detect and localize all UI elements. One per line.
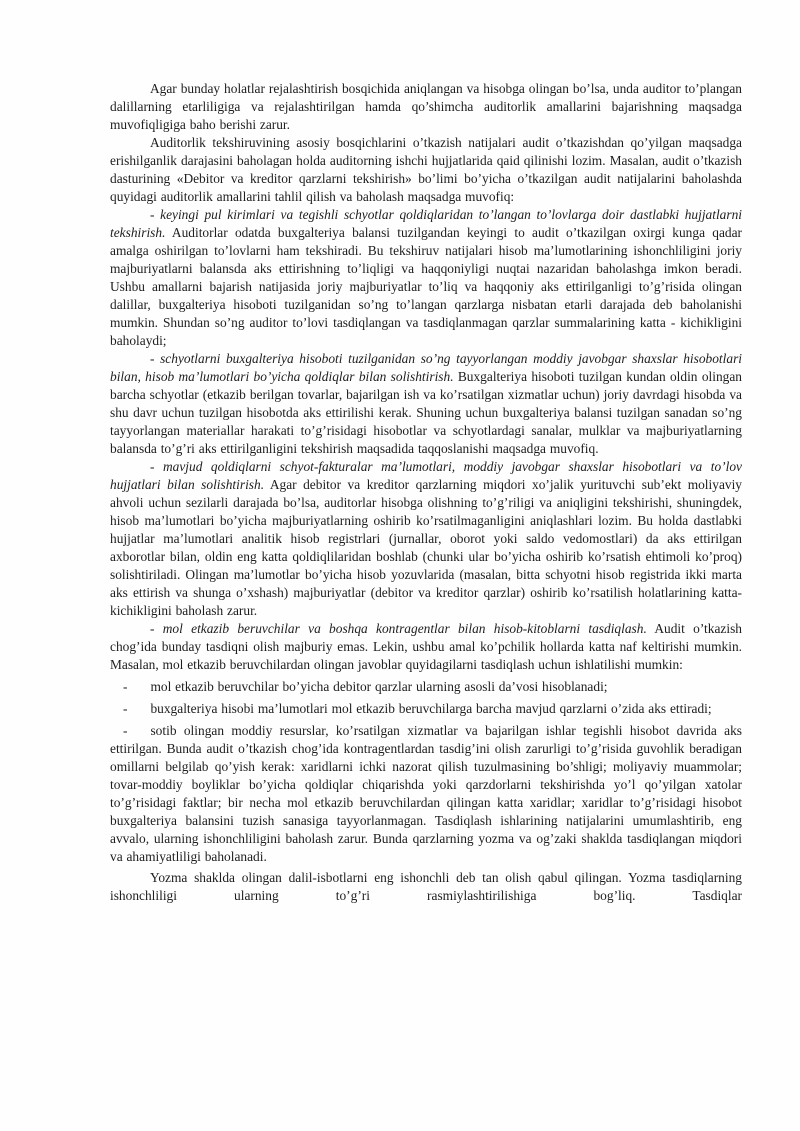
paragraph-text: Agar bunday holatlar rejalashtirish bosqichida aniqlangan va hisobga olingan bo’lsa, unda auditor to’plangan dalillarning etarliligiga va rejalashtirilgan hamda qo’shimcha auditorlik amallarini bajarishning maqsadga muvofiqligiga baho berishi zarur.	[110, 81, 742, 132]
paragraph-text: Yozma shaklda olingan dalil-isbotlarni eng ishonchli deb tan olish qabul qilingan. Yozma tasdiqlarning ishonchliligi ularning to’g’ri rasmiylashtirilishiga bog’liq. Tasdiqlar	[110, 870, 742, 903]
bullet-item	[110, 722, 742, 866]
paragraph	[110, 869, 742, 905]
paragraph-text: sotib olingan moddiy resurslar, ko’rsatilgan xizmatlar va bajarilgan ishlar tegishli hisobot davrida aks ettirilgan. Bunda audit o’tkazish chog’ida kontragentlardan tasdig’ini olish zarurligi to’g’risida guvohlik beradigan omillarni belgilab qo’yish kerak: xaridlarni ichki nazorat qilish tuzulmasining bo’shligi; moliyaviy muammolar; tovar-moddiy boyliklar bo’yicha qoldiqlar chiqarishda yoki qarzdorlarni tekshirishda yo’l qo’yilgan xatolar to’g’risidagi faktlar; bir necha mol etkazib beruvchilardan qilingan katta xaridlar; xaridlar to’g’risidagi hisobot buxgalteriya balansini tuzish sanasiga tayyorlanmagan. Tasdiqlash ishlarining natijalarini umumlashtirib, eng avvalo, ularning ishonchliligini baholash zarur. Bunda qarzlarning yozma va og’zaki shaklda tasdiqlangan miqdori va ahamiyatliligi baholanadi.	[110, 723, 742, 864]
paragraph-text: Auditorlik tekshiruvining asosiy bosqichlarini o’tkazish natijalari audit o’tkazishdan qo’yilgan maqsadga erishilganlik darajasini baholagan holda auditorning ishchi hujjatlarida qaid qilinishi lozim. Masalan, audit o’tkazish dasturining «Debitor va kreditor qarzlarni tekshirish» bo’limi bo’yicha o’tkazilgan audit natijalarini baholashda quyidagi auditorlik amallarini tahlil qilish va baholash maqsadga muvofiq:	[110, 135, 742, 204]
paragraph-text: Buxgalteriya hisoboti tuzilgan kundan oldin olingan barcha schyotlar (etkazib berilgan tovarlar, bajarilgan ish va ko’rsatilgan xizmatlar uchun) joriy davrdagi hisobda va shu davr uchun tuzilgan hisobotda aks ettirilishi kerak. Shuning uchun buxgalteriya balansi tuzilgan sanadan so’ng tayyorlangan materiallar harakati to’g’risidagi hisobotlar va schyotlardagi sanalar, mulklar va majburiyatlarning balansda to’g’ri aks ettirilganligini tekshirish maqsadida taqqoslanishi maqsadga muvofiq.	[110, 369, 742, 456]
paragraph-text: Auditorlar odatda buxgalteriya balansi tuzilgandan keyingi to audit o’tkazilgan oxirgi kunga qadar amalga oshirilgan to’lovlarni ham tekshiradi. Bu tekshiruv natijalari hisob ma’lumotlarining ishonchliligini joriy majburiyatlarni balansda aks ettirishning to’liqligi va haqqoniyligi nuqtai nazaridan baholashga imkon beradi. Ushbu amallarni bajarish natijasida joriy majburiyatlar to’liq va haqqoniy aks ettirilganligi to’g’risida olingan dalillar, buxgalteriya hisoboti tuzilganidan so’ng to’langan qarzlarga nisbatan etarli darajada deb baholanishi mumkin. Shundan so’ng auditor to’lovi tasdiqlangan va tasdiqlanmagan qarzlar summalarining katta - kichikligini baholaydi;	[110, 225, 742, 348]
paragraph-lead-italic: - schyotlarni buxgalteriya hisoboti tuzilganidan so’ng tayyorlangan moddiy javobgar shaxslar hisobotlari bilan, hisob ma’lumotlari bo’yicha qoldiqlar bilan solishtirish.	[110, 351, 742, 384]
bullet-item	[110, 700, 742, 718]
bullet-marker: -	[123, 679, 128, 694]
bullet-item	[110, 678, 742, 696]
bullet-marker: -	[123, 701, 128, 716]
paragraph	[110, 206, 742, 350]
text-block	[110, 80, 742, 905]
paragraph	[110, 458, 742, 620]
paragraph-text: Audit o’tkazish chog’ida bunday tasdiqni olish majburiy emas. Lekin, ushbu amal ko’pchilik hollarda katta naf keltirishi mumkin. Masalan, mol etkazib beruvchilardan olingan javoblar quyidagilarni tasdiqlash uchun ishlatilishi mumkin:	[110, 621, 742, 672]
paragraph-text: buxgalteriya hisobi ma’lumotlari mol etkazib beruvchilarga barcha mavjud qarzlarni o’zida aks ettiradi;	[150, 701, 712, 716]
paragraph	[110, 134, 742, 206]
paragraph-lead-italic: - keyingi pul kirimlari va tegishli schyotlar qoldiqlaridan to’langan to’lovlarga doir dastlabki hujjatlarni tekshirish.	[110, 207, 742, 240]
paragraph	[110, 620, 742, 674]
bullet-marker: -	[123, 723, 128, 738]
paragraph	[110, 80, 742, 134]
paragraph-lead-italic: - mavjud qoldiqlarni schyot-fakturalar ma’lumotlari, moddiy javobgar shaxslar hisobotlari va to’lov hujjatlari bilan solishtirish.	[110, 459, 742, 492]
paragraph-text: Agar debitor va kreditor qarzlarning miqdori xo’jalik yurituvchi sub’ekt moliyaviy ahvoli uchun sezilarli darajada bo’lsa, auditorlar hisobga olishning to’g’riligi va aniqligini tekshirishi, shuningdek, hisob ma’lumotlari bo’yicha majburiyatlarning oshirib ko’rsatilmaganligini aniqlashlari lozim. Bu holda dastlabki hujjatlar ma’lumotlari analitik hisob registrlari (jurnallar, oborot yoki saldo vedomostlari) da aks ettirilgan axborotlar bilan, oldin eng katta qoldiqlilaridan boshlab (chunki ular bo’yicha oshirib ko’rsatish ehtimoli ko’proq) solishtiriladi. Olingan ma’lumotlar bo’yicha hisob yozuvlarida (masalan, bitta schyotni hisob registrida ikki marta aks ettirish va shunga o’xshash) majburiyatlar (debitor va kreditor qarzlar) oshirib ko’rsatilish holatlarining katta-kichikligini baholash zarur.	[110, 477, 742, 618]
paragraph-lead-italic: - mol etkazib beruvchilar va boshqa kontragentlar bilan hisob-kitoblarni tasdiqlash.	[150, 621, 647, 636]
paragraph	[110, 350, 742, 458]
paragraph-text: mol etkazib beruvchilar bo’yicha debitor qarzlar ularning asosli da’vosi hisoblanadi;	[150, 679, 608, 694]
